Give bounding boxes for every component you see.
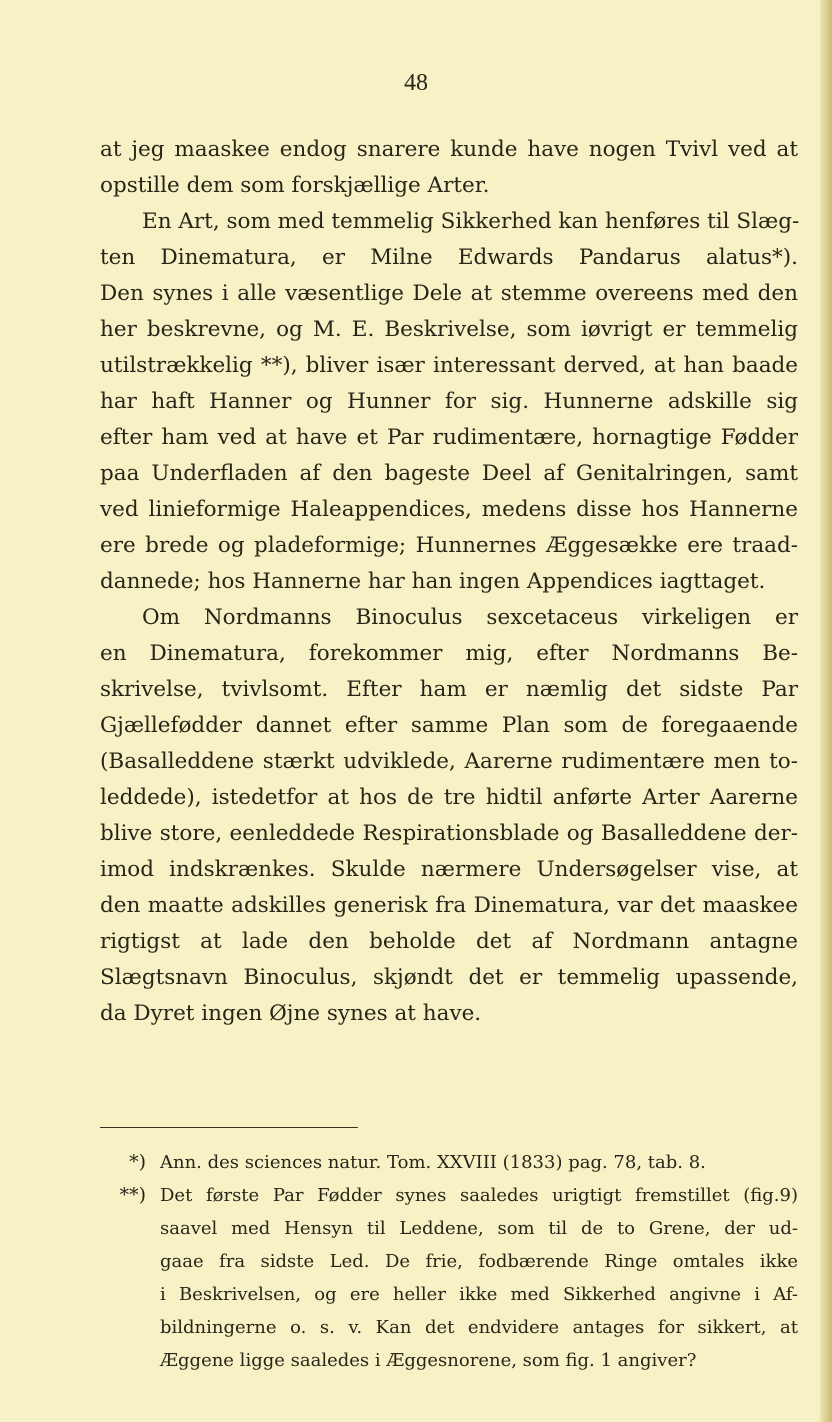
text-line: imod indskrænkes. Skulde nærmere Undersøgelser vise, at bbox=[100, 857, 798, 882]
footnote-line: Det første Par Fødder synes saaledes urigtigt fremstillet (fig.9) bbox=[160, 1185, 798, 1206]
footnotes bbox=[100, 1146, 798, 1377]
text-line: Slægtsnavn Binoculus, skjøndt det er temmelig upassende, bbox=[100, 965, 798, 990]
text-line: har haft Hanner og Hunner for sig. Hunnerne adskille sig bbox=[100, 389, 798, 414]
text-line: Den synes i alle væsentlige Dele at stemme overeens med den bbox=[100, 281, 798, 306]
text-line: ten Dinematura, er Milne Edwards Pandarus alatus*). bbox=[100, 245, 798, 270]
text-line: Gjællefødder dannet efter samme Plan som de foregaaende bbox=[100, 713, 798, 738]
paragraph bbox=[100, 204, 798, 600]
text-line: leddede), istedetfor at hos de tre hidtil anførte Arter Aarerne bbox=[100, 785, 798, 810]
footnote bbox=[100, 1146, 798, 1179]
body-text bbox=[100, 132, 798, 1032]
text-line: her beskrevne, og M. E. Beskrivelse, som iøvrigt er temmelig bbox=[100, 317, 798, 342]
text-line: (Basalleddene stærkt udviklede, Aarerne rudimentære men to- bbox=[100, 749, 798, 774]
text-line: ved linieformige Haleappendices, medens disse hos Hannerne bbox=[100, 497, 798, 522]
text-line: blive store, eenleddede Respirationsblade og Basalleddene der- bbox=[100, 821, 798, 846]
text-line: utilstrækkelig **), bliver især interessant derved, at han baade bbox=[100, 353, 798, 378]
text-line: En Art, som med temmelig Sikkerhed kan henføres til Slæg- bbox=[142, 209, 800, 234]
text-line: da Dyret ingen Øjne synes at have. bbox=[100, 1001, 482, 1026]
footnote-line: gaae fra sidste Led. De frie, fodbærende Ringe omtales ikke bbox=[160, 1251, 798, 1272]
text-line: skrivelse, tvivlsomt. Efter ham er næmlig det sidste Par bbox=[100, 677, 798, 702]
footnote-divider bbox=[100, 1127, 358, 1128]
paragraph bbox=[100, 600, 798, 1032]
text-line: at jeg maaskee endog snarere kunde have nogen Tvivl ved at bbox=[100, 137, 798, 162]
paragraph bbox=[100, 132, 798, 204]
footnote-line: i Beskrivelsen, og ere heller ikke med Sikkerhed angivne i Af- bbox=[160, 1284, 798, 1305]
text-line: en Dinematura, forekommer mig, efter Nordmanns Be- bbox=[100, 641, 798, 666]
text-line: Om Nordmanns Binoculus sexcetaceus virkeligen er bbox=[142, 605, 798, 630]
footnote-line: Ann. des sciences natur. Tom. XXVIII (1833) pag. 78, tab. 8. bbox=[160, 1152, 706, 1173]
page-number: 48 bbox=[404, 70, 428, 96]
footnote bbox=[100, 1179, 798, 1377]
text-line: ere brede og pladeformige; Hunnernes Æggesække ere traad- bbox=[100, 533, 798, 558]
text-line: dannede; hos Hannerne har han ingen Appendices iagttaget. bbox=[100, 569, 766, 594]
text-line: rigtigst at lade den beholde det af Nordmann antagne bbox=[100, 929, 798, 954]
text-line: paa Underfladen af den bageste Deel af Genitalringen, samt bbox=[100, 461, 798, 486]
text-line: efter ham ved at have et Par rudimentære, hornagtige Fødder bbox=[100, 425, 798, 450]
footnote-mark: *) bbox=[129, 1151, 146, 1173]
footnote-mark: **) bbox=[119, 1184, 146, 1206]
footnote-line: Æggene ligge saaledes i Æggesnorene, som fig. 1 angiver? bbox=[160, 1350, 697, 1371]
footnote-line: saavel med Hensyn til Leddene, som til de to Grene, der ud- bbox=[160, 1218, 798, 1239]
text-line: den maatte adskilles generisk fra Dinematura, var det maaskee bbox=[100, 893, 798, 918]
page-edge bbox=[820, 0, 832, 1422]
text-line: opstille dem som forskjællige Arter. bbox=[100, 173, 490, 198]
footnote-line: bildningerne o. s. v. Kan det endvidere antages for sikkert, at bbox=[160, 1317, 798, 1338]
